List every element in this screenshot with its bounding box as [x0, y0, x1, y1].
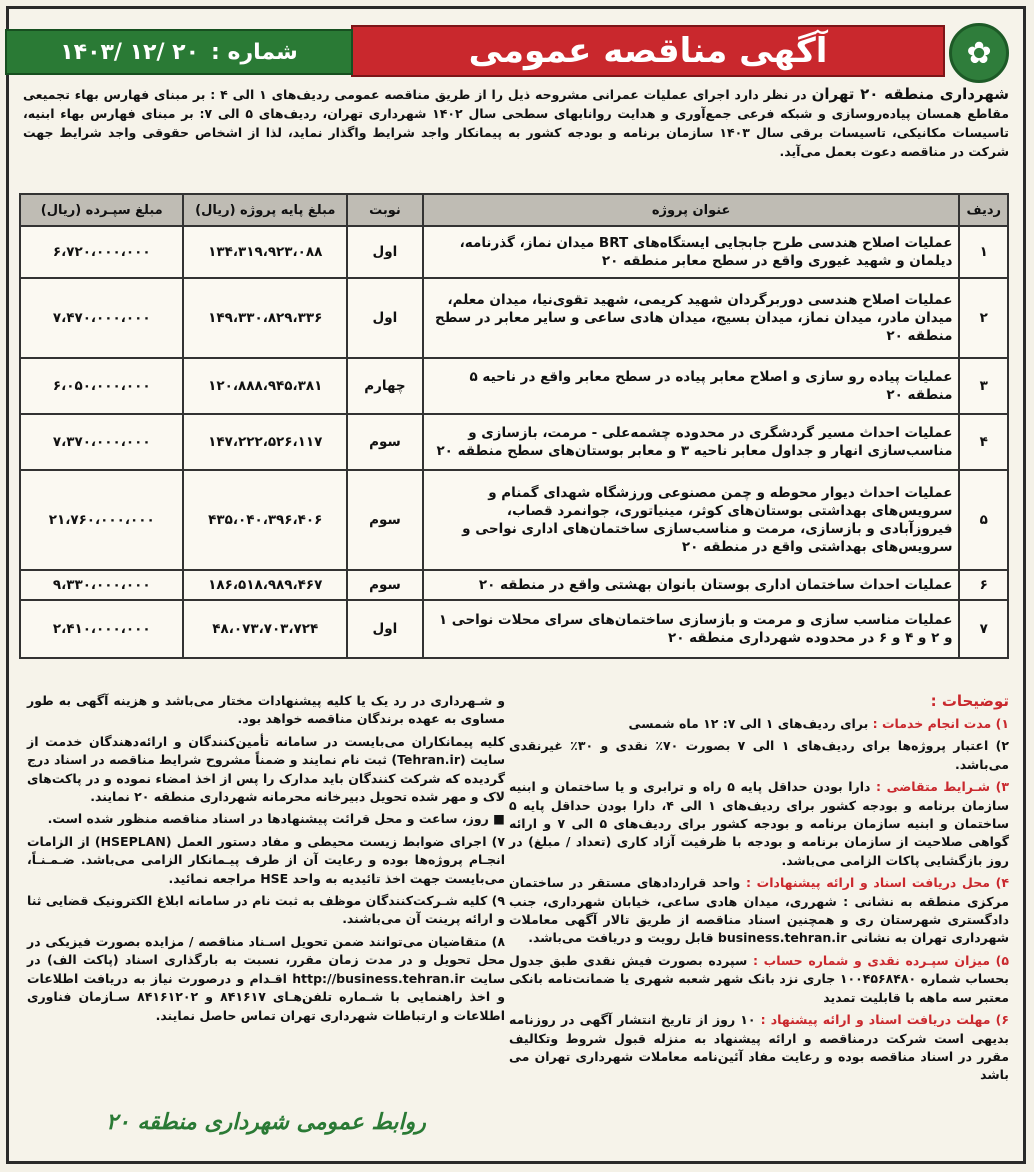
notes-right-column	[509, 715, 1009, 1089]
notice-page	[6, 6, 1026, 1164]
row-deposit: ۹،۳۳۰،۰۰۰،۰۰۰	[20, 570, 183, 600]
row-title: عملیات احداث ساختمان اداری بوستان بانوان بهشتی واقع در منطقه ۲۰	[423, 570, 960, 600]
note-2-text: برای ردیف‌های ۱ الی ۷ بصورت ۷۰٪ نقدی و ۳۰٪ غیرنقدی می‌باشد.	[509, 738, 1009, 772]
row-turn: سوم	[347, 570, 423, 600]
left-note-2: کلیه پیمانکاران می‌بایست در سامانه تأمین‌کنندگان و ارائه‌دهندگان خدمت از سایت (Tehran.ir) ثبت نام نمایند و ضمناً مشروح شرایط مناقصه در اسناد درج گردیده که شرکت کنندگان باید مدارک را پس از اخذ امضاء نموده و در پاکت‌های لاک و مهر شده تحویل دبیرخانه محرمانه شهرداری منطقه ۲۰ نمایند.	[27, 733, 505, 805]
note-3-text: دارا بودن حداقل پایه ۵ راه و ترابری و یا ساختمان و ابنیه سازمان برنامه و بودجه کشور برای ردیف‌های ۱ الی ۴، دارا بودن حداقل پایه ۵ ساختمان و ابنیه سازمان برنامه و بودجه کشور برای ردیف‌های ۵ الی ۷ و ارائه گواهی صلاحیت از سازمان برنامه و بودجه با ظرفیت آزاد کاری (تعداد / مبلغ) در روز بازگشایی پاکات الزامی می‌باشد.	[509, 779, 1009, 868]
left-note-5: ۹) کلیه شـرکت‌کنندگان موظف به ثبت نام در سامانه ابلاغ الکترونیک قضایی ثنا و ارائه پرینت آن می‌باشند.	[27, 893, 505, 927]
organization-name: شهرداری منطقه ۲۰ تهران	[811, 85, 1009, 103]
row-base-amount: ۱۴۷،۲۲۲،۵۲۶،۱۱۷	[183, 414, 347, 470]
number-label: شماره :	[211, 39, 298, 65]
row-turn: اول	[347, 278, 423, 358]
row-deposit: ۲،۴۱۰،۰۰۰،۰۰۰	[20, 600, 183, 658]
row-base-amount: ۱۳۴،۳۱۹،۹۲۳،۰۸۸	[183, 226, 347, 278]
note-5-label: ۵) میزان سپـرده نقدی و شماره حساب :	[753, 952, 1010, 968]
row-index: ۳	[959, 358, 1008, 414]
row-deposit: ۷،۴۷۰،۰۰۰،۰۰۰	[20, 278, 183, 358]
row-index: ۵	[959, 470, 1008, 570]
row-base-amount: ۴۳۵،۰۴۰،۳۹۶،۴۰۶	[183, 470, 347, 570]
projects-table	[19, 193, 1009, 659]
header-project-title: عنوان پروژه	[423, 194, 960, 226]
note-5	[509, 952, 1009, 1007]
left-note-1: و شـهرداری در رد یک یا کلیه پیشنهادات مختار می‌باشد و هزینه آگهی به طور مساوی به عهده برندگان مناقصه خواهد بود.	[27, 693, 505, 727]
row-base-amount: ۱۴۹،۳۳۰،۸۲۹،۳۳۶	[183, 278, 347, 358]
row-base-amount: ۱۲۰،۸۸۸،۹۴۵،۳۸۱	[183, 358, 347, 414]
tehran-municipality-logo-icon: ✿	[949, 23, 1009, 83]
row-title: عملیات اصلاح هندسی طرح جابجایی ایستگاه‌های BRT میدان نماز، گذرنامه، دیلمان و شهید غیوری واقع در سطح معابر منطقه ۲۰	[423, 226, 960, 278]
left-note-4: ۷) اجرای ضوابط زیست محیطی و مفاد دستور العمل (HSEPLAN) از الزامات انجـام پروژه‌ها بوده و رعایت آن از طرف پیـمانکار الزامی می‌باشد. ضـمـنـاً، می‌بایست جهت اخذ تائیدیه به واحد HSE مراجعه نمائید.	[27, 833, 505, 886]
row-title: عملیات مناسب سازی و مرمت و بازسازی ساختمان‌های سرای محلات نواحی ۱ و ۲ و ۴ و ۶ در محدوده شهرداری منطقه ۲۰	[423, 600, 960, 658]
row-index: ۱	[959, 226, 1008, 278]
intro-paragraph	[23, 85, 1009, 161]
row-title: عملیات احداث دیوار محوطه و چمن مصنوعی ورزشگاه شهدای گمنام و سرویس‌های بهداشتی بوستان‌های کوثر، مینیاتوری، جوانمرد قصاب، فیروزآبادی و بازسازی، مرمت و مناسب‌سازی ساختمان‌های اداری نواحی و سرویس‌های بهداشتی واقع در منطقه ۲۰	[423, 470, 960, 570]
row-index: ۴	[959, 414, 1008, 470]
row-base-amount: ۱۸۶،۵۱۸،۹۸۹،۴۶۷	[183, 570, 347, 600]
row-turn: سوم	[347, 414, 423, 470]
note-2	[509, 737, 1009, 774]
left-note-3: ■ روز، ساعت و محل قرائت پیشنهادها در اسناد مناقصه منظور شده است.	[47, 811, 505, 827]
footer-signature: روابط عمومی شهرداری منطقه ۲۰	[106, 1110, 426, 1135]
table-header-row	[20, 194, 1008, 226]
notice-number	[5, 29, 353, 75]
intro-text: در نظر دارد اجرای عملیات عمرانی مشروحه ذیل را از طریق مناقصه عمومی ردیف‌های ۱ الی ۴ : بر مبنای فهارس بهاء تجمیعی مقاطع همسان پیاده‌روسازی و شبکه فرعی جمع‌آوری و هدایت روانابهای سطحی سال ۱۴۰۲ شهرداری تهران، ردیف‌های ۵ الی ۷: بر مبنای فهارس بهاء ابنیه، تاسیسات مکانیکی، تاسیسات برقی سال ۱۴۰۳ سازمان برنامه و بودجه کشور به پیمانکار واجد شرایط واگذار نماید، لذا از اشخاص حقوقی واجد شرایط جهت شرکت در مناقصه دعوت بعمل می‌آید.	[23, 87, 1009, 159]
row-deposit: ۶،۰۵۰،۰۰۰،۰۰۰	[20, 358, 183, 414]
note-3-label: ۳) شـرایط متقاضی :	[876, 779, 1009, 795]
left-note-6: ۸) متقاضیان می‌توانند ضمن تحویل اسـناد مناقصه / مزایده بصورت فیزیکی در محل تحویل و در مدت زمان مقرر، نسبت به بارگذاری اسناد (پاکت الف) در سایت http://business.tehran.ir اقـدام و درصورت نیاز به دریافت اطلاعات و اخذ راهنمایی با شـماره تلفن‌هـای ۸۴۱۶۱۷ و ۸۴۱۶۱۲۰۲ سـازمان فناوری اطلاعات و ارتباطات شهرداری تهران تماس حاصل نمایند.	[27, 933, 505, 1023]
row-index: ۲	[959, 278, 1008, 358]
note-6	[509, 1011, 1009, 1085]
row-deposit: ۶،۷۲۰،۰۰۰،۰۰۰	[20, 226, 183, 278]
note-6-text: ۱۰ روز از تاریخ انتشار آگهی در روزنامه بدیهی است شرکت درمناقصه و ارائه پیشنهاد به منزله قبول شروط وتکالیف مقرر در اسناد مناقصه بوده و رعایت مفاد آئین‌نامه معاملات شهرداری تهران می باشد	[509, 1012, 1009, 1083]
table-row	[20, 226, 1008, 278]
row-turn: سوم	[347, 470, 423, 570]
note-1	[509, 715, 1009, 733]
table-row	[20, 470, 1008, 570]
note-2-label: ۲) اعتبار پروژه‌ها	[897, 738, 1009, 754]
row-turn: اول	[347, 600, 423, 658]
row-deposit: ۲۱،۷۶۰،۰۰۰،۰۰۰	[20, 470, 183, 570]
row-turn: اول	[347, 226, 423, 278]
note-4-text: واحد قراردادهای مستقر در ساختمان مرکزی منطقه به نشانی : شهرری، میدان هادی ساعی، خیابان شهرداری، جنب دادگستری شهرستان ری و همچنین اسناد مناقصه از طریق تالار آگهی معاملات شهرداری تهران به نشانی business.tehran.ir قابل رویت و دریافت می‌باشد.	[509, 875, 1009, 946]
row-title: عملیات احداث مسیر گردشگری در محدوده چشمه‌علی - مرمت، بازسازی و مناسب‌سازی انهار و جداول معابر ناحیه ۳ و معابر بوستان‌های سطح منطقه ۲۰	[423, 414, 960, 470]
header-row-number: ردیف	[959, 194, 1008, 226]
header-turn: نوبت	[347, 194, 423, 226]
table-row	[20, 358, 1008, 414]
row-turn: چهارم	[347, 358, 423, 414]
row-title: عملیات پیاده رو سازی و اصلاح معابر پیاده در سطح معابر واقع در ناحیه ۵ منطقه ۲۰	[423, 358, 960, 414]
row-index: ۷	[959, 600, 1008, 658]
note-4-label: ۴) محل دریافت اسناد و ارائه پیشنهادات :	[745, 875, 1010, 891]
note-4	[509, 874, 1009, 948]
note-3	[509, 778, 1009, 870]
table-row	[20, 278, 1008, 358]
table-row	[20, 570, 1008, 600]
header	[9, 19, 1023, 83]
note-5-text: سپرده بصورت فیش نقدی طبق جدول بحساب شماره ۱۰۰۴۵۶۸۴۸۰ جاری نزد بانک شهر شعبه شهری یا ضمانت‌نامه بانکی معتبر سه ماهه با قابلیت تمدید	[509, 952, 1009, 1005]
row-title: عملیات اصلاح هندسی دوربرگردان شهید کریمی، شهید تقوی‌نیا، میدان معلم، میدان مادر، میدان نماز، میدان بسیج، میدان هادی ساعی و سایر معابر در سطح منطقه ۲۰	[423, 278, 960, 358]
number-value: ۱۴۰۳/ ۱۲/ ۲۰	[60, 39, 200, 65]
table-row	[20, 414, 1008, 470]
note-1-label: ۱) مدت انجام خدمات :	[872, 716, 1009, 731]
table-row	[20, 600, 1008, 658]
notes-heading: توضیحات :	[930, 692, 1009, 710]
notes-left-column	[27, 692, 505, 1029]
row-base-amount: ۴۸،۰۷۳،۷۰۳،۷۲۴	[183, 600, 347, 658]
row-deposit: ۷،۳۷۰،۰۰۰،۰۰۰	[20, 414, 183, 470]
notice-title: آگهی مناقصه عمومی	[351, 25, 945, 77]
header-base-amount: مبلغ پایه پروژه (ریال)	[183, 194, 347, 226]
note-6-label: ۶) مهلت دریافت اسناد و ارائه پیشنهاد :	[760, 1012, 1009, 1028]
row-index: ۶	[959, 570, 1008, 600]
note-1-text: برای ردیف‌های ۱ الی ۷: ۱۲ ماه شمسی	[628, 716, 869, 731]
header-deposit-amount: مبلغ سپـرده (ریال)	[20, 194, 183, 226]
